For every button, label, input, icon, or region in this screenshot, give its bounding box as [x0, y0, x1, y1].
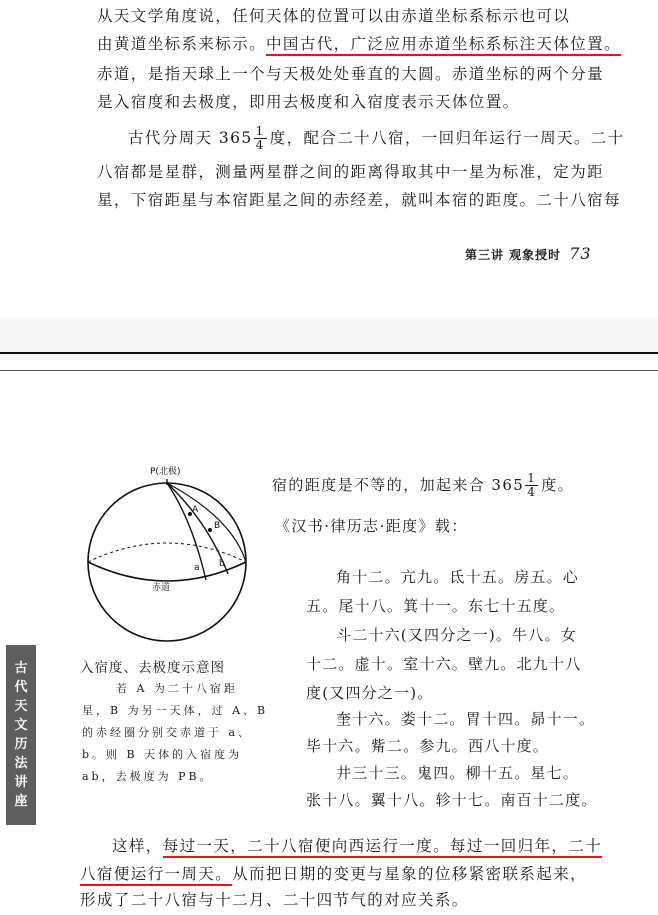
poem-line: 五。尾十八。箕十一。东七十五度。 [306, 597, 566, 615]
figure-caption-line-3: 的赤经圈分别交赤道于 a、 [82, 726, 253, 739]
point-b-upper-label: B [214, 521, 221, 531]
figure-caption-title: 入宿度、去极度示意图 [80, 660, 225, 676]
text-segment: 从而把日期的变更与星象的位移紧密联系起来， [232, 865, 588, 883]
side-tab-char: 法 [14, 756, 28, 771]
top-paragraph-1-line-4: 是入宿度和去极度，即用去极度和入宿度表示天体位置。 [97, 93, 520, 111]
page-top-rule [0, 370, 658, 371]
poem-line: 奎十六。娄十二。胃十四。昴十一。 [336, 710, 596, 728]
underlined-highlight: 每过一天，二十八宿便向西运行一度。 [163, 837, 450, 858]
text-segment: 宿的距度是不等的，加起来合 365 [272, 476, 525, 494]
top-paragraph-1-line-3: 赤道，是指天球上一个与天极处处垂直的大圆。赤道坐标的两个分量 [97, 65, 605, 83]
pole-label: P(北极) [150, 467, 181, 477]
side-tab-char: 历 [14, 737, 28, 752]
text-segment: 度。 [541, 476, 575, 494]
fraction-one-quarter [525, 472, 538, 499]
side-tab-char: 文 [14, 718, 28, 733]
top-paragraph-2-line-3: 星，下宿距星与本宿距星之间的赤经差，就叫本宿的距度。二十八宿每 [97, 191, 621, 209]
poem-line: 张十八。翼十八。轸十七。南百十二度。 [306, 791, 598, 809]
underlined-highlight: 八宿便运行一周天。 [80, 865, 232, 886]
closing-line-2 [80, 860, 587, 888]
text-segment: 古代分周天 365 [128, 129, 253, 147]
fraction-one-quarter [254, 125, 267, 152]
poem-line: 角十二。亢九。氐十五。房五。心 [336, 568, 580, 586]
fraction-numerator: 1 [255, 123, 265, 138]
equator-label: 赤道 [152, 583, 171, 593]
side-tab-char: 古 [14, 661, 28, 676]
page-footer [465, 244, 592, 263]
point-b-lower-label: b [219, 559, 225, 569]
meridian-line-a [167, 483, 206, 580]
side-tab-char: 讲 [14, 775, 28, 790]
right-column-line-1 [272, 468, 574, 502]
poem-line: 毕十六。觜二。参九。西八十度。 [306, 737, 550, 755]
top-paragraph-1-line-1: 从天文学角度说，任何天体的位置可以由赤道坐标系标示也可以 [97, 7, 571, 25]
fraction-numerator: 1 [527, 470, 537, 485]
point-a-upper-label: A [192, 505, 199, 515]
figure-caption-line-5: ab，去极度为 PB。 [82, 770, 214, 783]
source-citation: 《汉书·律历志·距度》载： [275, 517, 468, 535]
side-tab-char: 天 [14, 699, 28, 714]
page-number: 73 [569, 244, 592, 263]
text-segment: 由黄道坐标系来标示。 [97, 35, 267, 53]
fraction-denominator: 4 [255, 137, 265, 152]
poem-line: 井三十三。鬼四。柳十五。星七。 [336, 764, 580, 782]
side-tab-char: 座 [14, 794, 28, 809]
top-paragraph-2-line-2: 八宿都是星群，测量两星群之间的距离得取其中一星为标准，定为距 [97, 163, 605, 181]
top-paragraph-1-line-2 [97, 30, 621, 58]
closing-line-3: 形成了二十八宿与十二月、二十四节气的对应关系。 [80, 891, 469, 909]
poem-line: 度(又四分之一)。 [306, 684, 434, 702]
text-segment: 这样， [112, 837, 163, 855]
underlined-highlight: 中国古代，广泛应用赤道坐标系标注天体位置。 [266, 35, 621, 56]
figure-caption-line-1: 若 A 为二十八宿距 [116, 682, 238, 695]
star-b-marker [208, 528, 212, 532]
celestial-sphere-diagram [80, 462, 260, 648]
text-segment: 度，配合二十八宿，一回归年运行一周天。二十 [269, 129, 625, 147]
chapter-title: 第三讲 观象授时 [465, 248, 562, 262]
top-paragraph-2-line-1 [128, 121, 625, 155]
page-separator-rule [0, 352, 658, 354]
side-tab-char: 代 [14, 680, 28, 695]
figure-caption-line-4: b。则 B 天体的入宿度为 [82, 748, 243, 761]
figure-caption-line-2: 星，B 为另一天体，过 A、B [82, 704, 269, 717]
point-a-lower-label: a [194, 563, 200, 573]
fraction-denominator: 4 [527, 484, 537, 499]
closing-line-1 [112, 832, 602, 860]
underlined-highlight: 每过一回归年，二十 [450, 837, 602, 858]
poem-line: 十二。虚十。室十六。壁九。北九十八 [306, 655, 582, 673]
series-side-tab [6, 645, 36, 825]
poem-line: 斗二十六(又四分之一)。牛八。女 [336, 626, 577, 644]
